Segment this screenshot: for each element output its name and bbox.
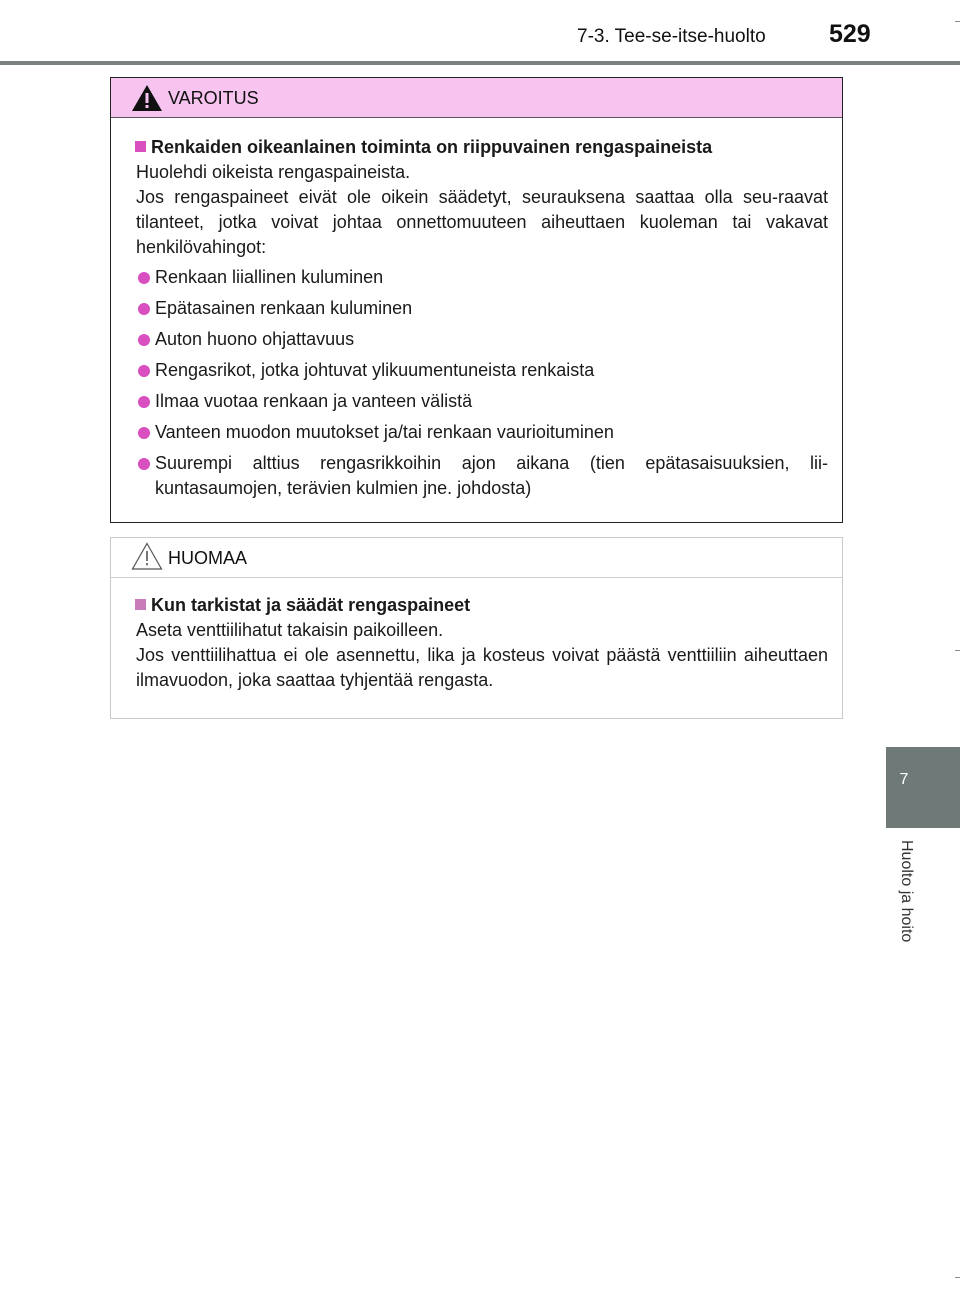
warning-header (111, 78, 842, 118)
bullet-dot-icon (138, 458, 150, 470)
warning-intro-line: Huolehdi oikeista rengaspaineista. (136, 162, 411, 182)
warning-box (110, 77, 843, 523)
list-item: Renkaan liiallinen kuluminen (135, 265, 828, 290)
crop-mark (955, 1277, 960, 1278)
warning-triangle-icon (131, 84, 163, 112)
warning-bullet-list (135, 265, 828, 501)
page-number: 529 (829, 20, 871, 48)
notice-intro-line: Aseta venttiilihatut takaisin paikoilleen. (136, 620, 444, 640)
notice-label: HUOMAA (168, 548, 248, 568)
list-item: Epätasainen renkaan kuluminen (135, 296, 828, 321)
crop-mark (955, 21, 960, 22)
list-item: Ilmaa vuotaa renkaan ja vanteen välistä (135, 389, 828, 414)
crop-mark (955, 650, 960, 651)
list-item: Rengasrikot, jotka johtuvat ylikuumentuneista renkaista (135, 358, 828, 383)
header-rule (0, 61, 960, 65)
bullet-dot-icon (138, 427, 150, 439)
square-bullet-icon (135, 141, 146, 152)
square-bullet-icon (135, 599, 146, 610)
chapter-label: Huolto ja hoito (898, 840, 915, 943)
warning-body (111, 118, 842, 501)
caution-outline-triangle-icon (131, 542, 163, 570)
notice-body (111, 578, 842, 693)
notice-intro-line: Jos venttiilihattua ei ole asennettu, lika ja kosteus voivat päästä venttiiliin aiheuttaen ilmavuodon, joka saattaa tyhjentää rengasta. (136, 645, 828, 690)
bullet-dot-icon (138, 396, 150, 408)
warning-intro-line: Jos rengaspaineet eivät ole oikein säädetyt, seurauksena saattaa olla seu-raavat tilanteet, jotka voivat johtaa onnettomuuteen aiheuttaen kuoleman tai vakavat henkilövahingot: (136, 187, 828, 257)
list-item: Auton huono ohjattavuus (135, 327, 828, 352)
notice-header (111, 538, 842, 578)
running-header-section: 7-3. Tee-se-itse-huolto (577, 26, 766, 47)
warning-section-title: Renkaiden oikeanlainen toiminta on riippuvainen rengaspaineista (135, 135, 828, 160)
bullet-dot-icon (138, 365, 150, 377)
chapter-number: 7 (899, 771, 909, 788)
warning-label: VAROITUS (168, 88, 259, 108)
list-item: Vanteen muodon muutokset ja/tai renkaan vaurioituminen (135, 420, 828, 445)
bullet-dot-icon (138, 334, 150, 346)
list-item: Suurempi alttius rengasrikkoihin ajon aikana (tien epätasaisuuksien, lii-kuntasaumojen, terävien kulmien jne. johdosta) (135, 451, 828, 501)
chapter-tab[interactable] (886, 747, 960, 828)
notice-section-title: Kun tarkistat ja säädät rengaspaineet (135, 593, 828, 618)
bullet-dot-icon (138, 303, 150, 315)
notice-box (110, 537, 843, 719)
bullet-dot-icon (138, 272, 150, 284)
